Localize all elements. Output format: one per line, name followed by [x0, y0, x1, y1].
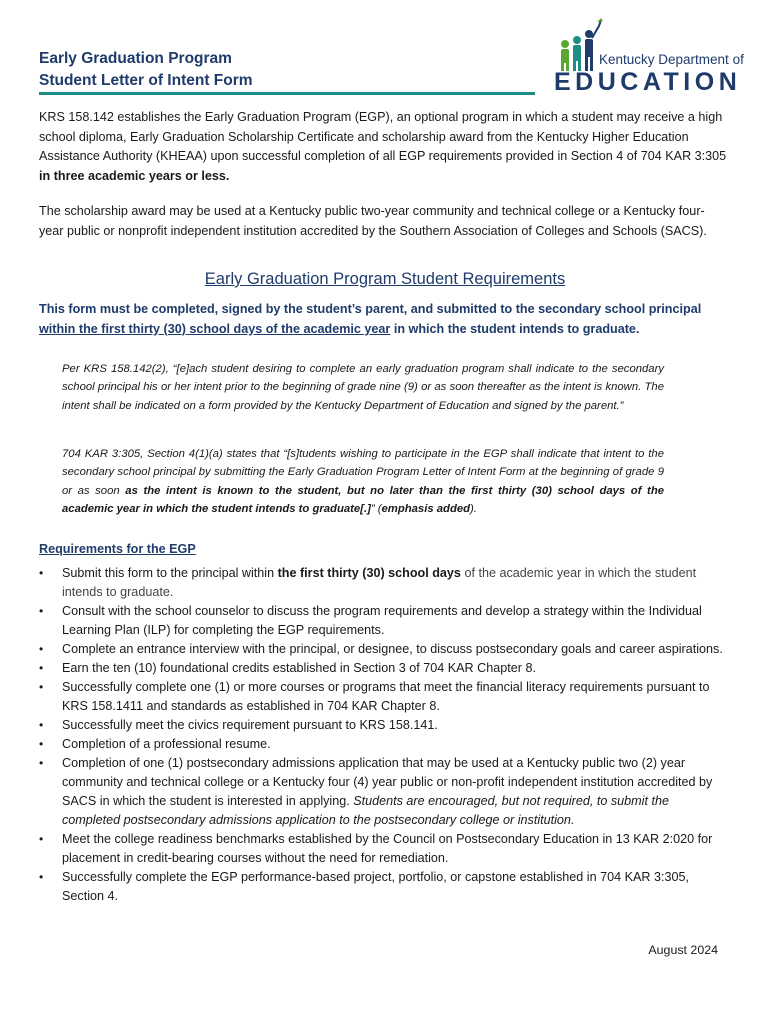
list-item-text: Successfully meet the civics requirement pursuant to KRS 158.141. [62, 718, 438, 732]
quote2-bold: as the intent is known to the student, but no later than the first thirty (30) school days of the academic year in which the student intends to graduate[.] [62, 484, 665, 516]
bullet-icon: • [39, 870, 44, 884]
intro-paragraph-1 [39, 108, 729, 186]
intro-p1-text: KRS 158.142 establishes the Early Graduation Program (EGP), an optional program in which a student may receive a high school diploma, Early Graduation Scholarship Certificate and scholarship award from the Kentucky Higher Education Assistance Authority (KHEAA) upon successful completion of all EGP requirements provided in Section 4 of 704 KAR 3:305 [39, 110, 727, 164]
list-item-bold: the first thirty (30) school days [277, 566, 461, 580]
bullet-icon: • [39, 642, 44, 656]
bullet-icon: • [39, 718, 44, 732]
statute-quote-2 [62, 445, 664, 519]
list-item [39, 678, 729, 716]
list-item-text: Consult with the school counselor to discuss the program requirements and develop a strategy within the Individual Learning Plan (ILP) for completing the EGP requirements. [62, 604, 702, 637]
bullet-icon: • [39, 566, 44, 580]
quote2-emphasis: emphasis added [381, 503, 471, 516]
logo-line2: EDUCATION [554, 68, 742, 96]
intro-p1-bold: in three academic years or less. [39, 168, 230, 183]
bullet-icon: • [39, 680, 44, 694]
list-item-italic: Students are encouraged, but not required, to submit the completed postsecondary admissions application to the postsecondary college or institution. [62, 794, 669, 827]
list-item [39, 640, 729, 659]
document-title [39, 48, 253, 92]
notice-deadline: within the first thirty (30) school days of the academic year [39, 321, 391, 336]
quote2-text-d: ). [470, 503, 477, 516]
section-title: Early Graduation Program Student Requirements [204, 270, 566, 288]
list-item [39, 830, 729, 868]
logo-line1: Kentucky Department of [599, 52, 744, 67]
list-item [39, 716, 729, 735]
notice-text-b: in which the student intends to graduate. [393, 321, 640, 336]
quote2-text-a: 704 KAR 3:305, Section 4(1)(a) states that “[s]tudents wishing to participate in the EGP shall indicate that intent to the secondary school principal by submitting the Early Graduation Program Letter of Intent Form at the beginning of grade 9 or as soon [62, 448, 664, 497]
bullet-icon: • [39, 756, 44, 770]
kde-logo [553, 16, 743, 98]
bullet-icon: • [39, 737, 44, 751]
list-item-text: Successfully complete the EGP performance-based project, portfolio, or capstone established in 704 KAR 3:305, Section 4. [62, 870, 690, 903]
statute-quote-1: Per KRS 158.142(2), “[e]ach student desiring to complete an early graduation program shall indicate to the secondary school principal his or her intent prior to the beginning of grade nine (9) or as soon thereafter as the intent is known. The intent shall be indicated on a form provided by the Kentucky Department of Education and signed by the parent.” [62, 363, 664, 412]
list-item [39, 602, 729, 640]
document-title-line1: Early Graduation Program [39, 50, 232, 67]
notice-text-a: This form must be completed, signed by the student’s parent, and submitted to the secondary school principal [39, 302, 702, 316]
list-item-text: Complete an entrance interview with the principal, or designee, to discuss postsecondary goals and career aspirations. [62, 642, 723, 656]
list-item-text: Completion of a professional resume. [62, 737, 271, 751]
list-item-text: Earn the ten (10) foundational credits established in Section 3 of 704 KAR Chapter 8. [62, 661, 536, 675]
document-title-line2: Student Letter of Intent Form [39, 72, 253, 89]
list-item-text: Submit this form to the principal within [62, 566, 278, 580]
bullet-icon: • [39, 604, 44, 618]
list-item-text: Completion of one (1) postsecondary admissions application that may be used at a Kentucky public two (2) year community and technical college or a Kentucky four (4) year public or non-profit independent institution accredited by SACS in which the student is interested in applying. [62, 756, 713, 808]
bullet-icon: • [39, 661, 44, 675]
list-item-text-post: of the academic year in which the student intends to graduate. [62, 566, 697, 599]
quote2-text-c: ” ( [370, 503, 382, 516]
list-item [39, 659, 729, 678]
list-item [39, 735, 729, 754]
bullet-icon: • [39, 832, 44, 846]
requirements-heading: Requirements for the EGP [39, 542, 196, 556]
list-item [39, 868, 729, 906]
list-item [39, 564, 729, 602]
header-divider [39, 92, 535, 95]
children-silhouettes-icon [555, 16, 605, 72]
list-item [39, 754, 729, 830]
list-item-text: Successfully complete one (1) or more courses or programs that meet the financial literacy requirements pursuant to KRS 158.1411 and standards as established in 704 KAR Chapter 8. [62, 680, 710, 713]
intro-paragraph-2: The scholarship award may be used at a Kentucky public two-year community and technical college or a Kentucky four-year public or nonprofit independent institution accredited by the Southern Association of Colleges and Schools (SACS). [39, 204, 707, 238]
document-date: August 2024 [648, 943, 718, 957]
submission-notice [39, 300, 729, 339]
requirements-list [39, 564, 729, 906]
list-item-text: Meet the college readiness benchmarks established by the Council on Postsecondary Education in 13 KAR 2:020 for placement in credit-bearing courses without the need for remediation. [62, 832, 713, 865]
